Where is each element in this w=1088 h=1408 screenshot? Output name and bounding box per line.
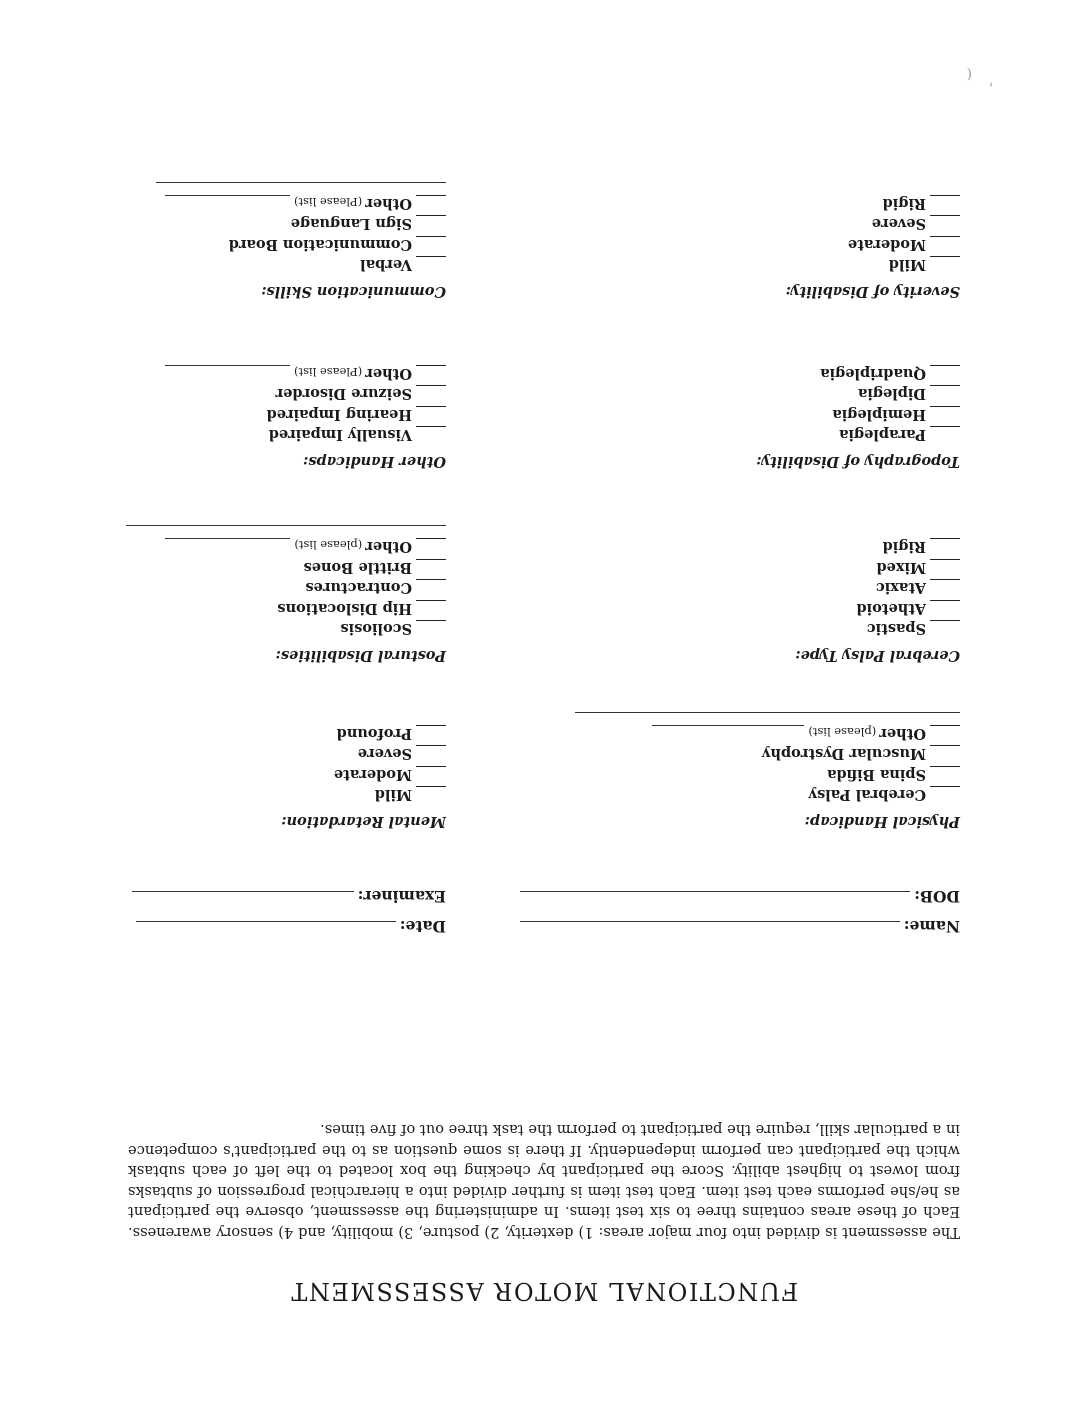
item-label: Athetoid <box>856 600 926 617</box>
check-blank[interactable] <box>416 257 446 271</box>
checklist-item[interactable] <box>126 766 446 787</box>
check-blank[interactable] <box>930 559 960 573</box>
check-blank[interactable] <box>416 539 446 553</box>
checklist-item[interactable] <box>116 600 446 621</box>
check-blank[interactable] <box>930 725 960 739</box>
topography-section <box>640 365 960 470</box>
item-label: Sign Language <box>290 215 412 233</box>
section-title: Mental Retardation: <box>281 813 446 830</box>
item-label: Other <box>879 725 926 742</box>
checklist-item[interactable] <box>116 365 446 386</box>
check-blank[interactable] <box>930 621 960 635</box>
item-label: Profound <box>336 725 412 742</box>
checklist-item[interactable] <box>640 621 960 642</box>
check-blank[interactable] <box>416 195 446 209</box>
item-label: Mild <box>888 256 926 274</box>
checklist-item[interactable] <box>640 580 960 601</box>
item-label: Moderate <box>847 236 926 253</box>
extra-line[interactable] <box>126 526 446 527</box>
item-label: Spastic <box>866 620 926 638</box>
item-label: Mild <box>374 786 412 804</box>
physical-handicap-section <box>570 712 960 830</box>
scan-mark: ' <box>989 72 993 88</box>
check-blank[interactable] <box>416 365 446 379</box>
item-label: Diplegia <box>858 385 926 403</box>
check-blank[interactable] <box>930 257 960 271</box>
check-blank[interactable] <box>930 216 960 230</box>
dob-input-line[interactable] <box>520 891 910 906</box>
item-label: Hearing Impaired <box>266 406 412 423</box>
checklist-item[interactable] <box>640 406 960 427</box>
item-label: Scoliosis <box>340 620 412 638</box>
check-blank[interactable] <box>416 559 446 573</box>
name-input-line[interactable] <box>520 921 900 936</box>
item-label: Seizure Disorder <box>275 385 412 403</box>
item-label: Rigid <box>882 538 926 556</box>
other-input-line[interactable] <box>165 365 290 379</box>
item-label: Rigid <box>882 195 926 212</box>
checklist-item[interactable] <box>116 621 446 642</box>
checklist-item[interactable] <box>116 216 446 237</box>
item-note: (please list) <box>808 725 877 739</box>
item-label: Paraplegia <box>839 426 926 444</box>
cerebral-palsy-type-section <box>640 539 960 665</box>
check-blank[interactable] <box>416 600 446 614</box>
item-label: Cerebral Palsy <box>808 786 926 804</box>
check-blank[interactable] <box>416 725 446 739</box>
check-blank[interactable] <box>930 195 960 209</box>
item-label: Communication Board <box>228 236 412 253</box>
checklist-item[interactable] <box>640 236 960 257</box>
severity-section <box>640 195 960 300</box>
checklist-item[interactable] <box>570 746 960 767</box>
check-blank[interactable] <box>930 766 960 780</box>
checklist-item[interactable] <box>640 216 960 237</box>
check-blank[interactable] <box>930 427 960 441</box>
dob-field <box>520 887 960 906</box>
check-blank[interactable] <box>416 787 446 801</box>
check-blank[interactable] <box>416 621 446 635</box>
item-label: Brittle Bones <box>303 559 412 576</box>
item-label: Muscular Dystrophy <box>762 745 926 763</box>
section-title: Topography of Disability: <box>756 453 960 470</box>
checklist-item[interactable] <box>116 406 446 427</box>
checklist-item[interactable] <box>116 580 446 601</box>
item-label: Ataxic <box>875 579 926 597</box>
item-label: Other <box>365 365 412 382</box>
section-title: Severity of Disability: <box>785 283 960 300</box>
checklist-item[interactable] <box>640 386 960 407</box>
communication-skills-section <box>116 182 446 300</box>
item-label: Other <box>365 195 412 212</box>
check-blank[interactable] <box>930 539 960 553</box>
checklist-item[interactable] <box>116 236 446 257</box>
checklist-item[interactable] <box>126 787 446 808</box>
postural-disabilities-section <box>116 526 446 665</box>
item-label: Contractures <box>305 579 412 597</box>
item-label: Quadriplegia <box>820 365 926 382</box>
section-title: Cerebral Palsy Type: <box>795 647 960 664</box>
other-handicaps-section <box>116 365 446 470</box>
checklist-item[interactable] <box>570 766 960 787</box>
check-blank[interactable] <box>416 746 446 760</box>
checklist-item[interactable] <box>126 725 446 746</box>
check-blank[interactable] <box>930 365 960 379</box>
page-title: FUNCTIONAL MOTOR ASSESSMENT <box>289 1277 799 1305</box>
item-note: (Please list) <box>293 195 363 209</box>
checklist-item[interactable] <box>126 746 446 767</box>
check-blank[interactable] <box>930 580 960 594</box>
section-title: Postural Disabilities: <box>275 647 446 664</box>
check-blank[interactable] <box>416 580 446 594</box>
item-label: Severe <box>357 745 412 763</box>
mental-retardation-section <box>126 725 446 830</box>
dob-label: DOB: <box>914 887 960 906</box>
checklist-item[interactable] <box>116 257 446 278</box>
examiner-field <box>132 887 446 906</box>
checklist-item[interactable] <box>116 386 446 407</box>
check-blank[interactable] <box>930 386 960 400</box>
date-field <box>136 917 446 936</box>
check-blank[interactable] <box>416 216 446 230</box>
check-blank[interactable] <box>416 406 446 420</box>
name-field <box>520 917 960 936</box>
checklist-item[interactable] <box>640 257 960 278</box>
checklist-item[interactable] <box>640 539 960 560</box>
checklist-item[interactable] <box>570 787 960 808</box>
checklist-item[interactable] <box>116 427 446 448</box>
examiner-input-line[interactable] <box>132 891 354 906</box>
item-label: Other <box>365 538 412 556</box>
check-blank[interactable] <box>930 236 960 250</box>
section-title: Communication Skills: <box>261 283 446 300</box>
check-blank[interactable] <box>416 386 446 400</box>
section-title: Other Handicaps: <box>303 453 446 470</box>
date-input-line[interactable] <box>136 921 396 936</box>
check-blank[interactable] <box>930 406 960 420</box>
date-label: Date: <box>399 917 446 936</box>
extra-line[interactable] <box>575 712 960 713</box>
check-blank[interactable] <box>930 787 960 801</box>
check-blank[interactable] <box>930 746 960 760</box>
examiner-label: Examiner: <box>357 887 446 906</box>
item-label: Moderate <box>333 766 412 783</box>
item-label: Verbal <box>360 256 412 274</box>
name-label: Name: <box>903 917 960 936</box>
check-blank[interactable] <box>416 236 446 250</box>
checklist-item[interactable] <box>116 195 446 216</box>
item-label: Spina Bifida <box>827 766 926 783</box>
other-input-line[interactable] <box>165 195 290 209</box>
item-label: Severe <box>871 215 926 233</box>
section-title: Physical Handicap: <box>804 813 960 830</box>
checklist-item[interactable] <box>116 539 446 560</box>
item-note: (Please list) <box>293 365 363 379</box>
checklist-item[interactable] <box>116 559 446 580</box>
checklist-item[interactable] <box>640 559 960 580</box>
item-label: Hip Dislocations <box>277 600 412 617</box>
checklist-item[interactable] <box>640 427 960 448</box>
checklist-item[interactable] <box>640 600 960 621</box>
check-blank[interactable] <box>930 600 960 614</box>
checklist-item[interactable] <box>570 725 960 746</box>
instructions-paragraph: The assessment is divided into four major areas: 1) dexterity, 2) posture, 3) mobility, and 4) sensory awareness. Each of these areas contains three to six test items. In administering the assessment, observe the participant as he/she performs each test item. Each test item is further divided into a hierarchical progression of subtasks from lowest to highest ability. Score the participant by checking the box located to the left of each subtask which the participant can perform independently. If there is some question as to the participant's competence in a particular skill, require the participant to perform the task three out of five times. <box>128 1121 960 1241</box>
checklist-item[interactable] <box>640 365 960 386</box>
extra-line[interactable] <box>156 182 446 183</box>
other-input-line[interactable] <box>652 725 804 739</box>
check-blank[interactable] <box>416 427 446 441</box>
check-blank[interactable] <box>416 766 446 780</box>
checklist-item[interactable] <box>640 195 960 216</box>
item-label: Visually Impaired <box>268 426 412 444</box>
item-label: Mixed <box>876 559 926 576</box>
other-input-line[interactable] <box>165 539 290 553</box>
item-label: Hemiplegia <box>832 406 926 423</box>
item-note: (please list) <box>294 538 363 553</box>
scan-mark: ( <box>966 66 972 82</box>
